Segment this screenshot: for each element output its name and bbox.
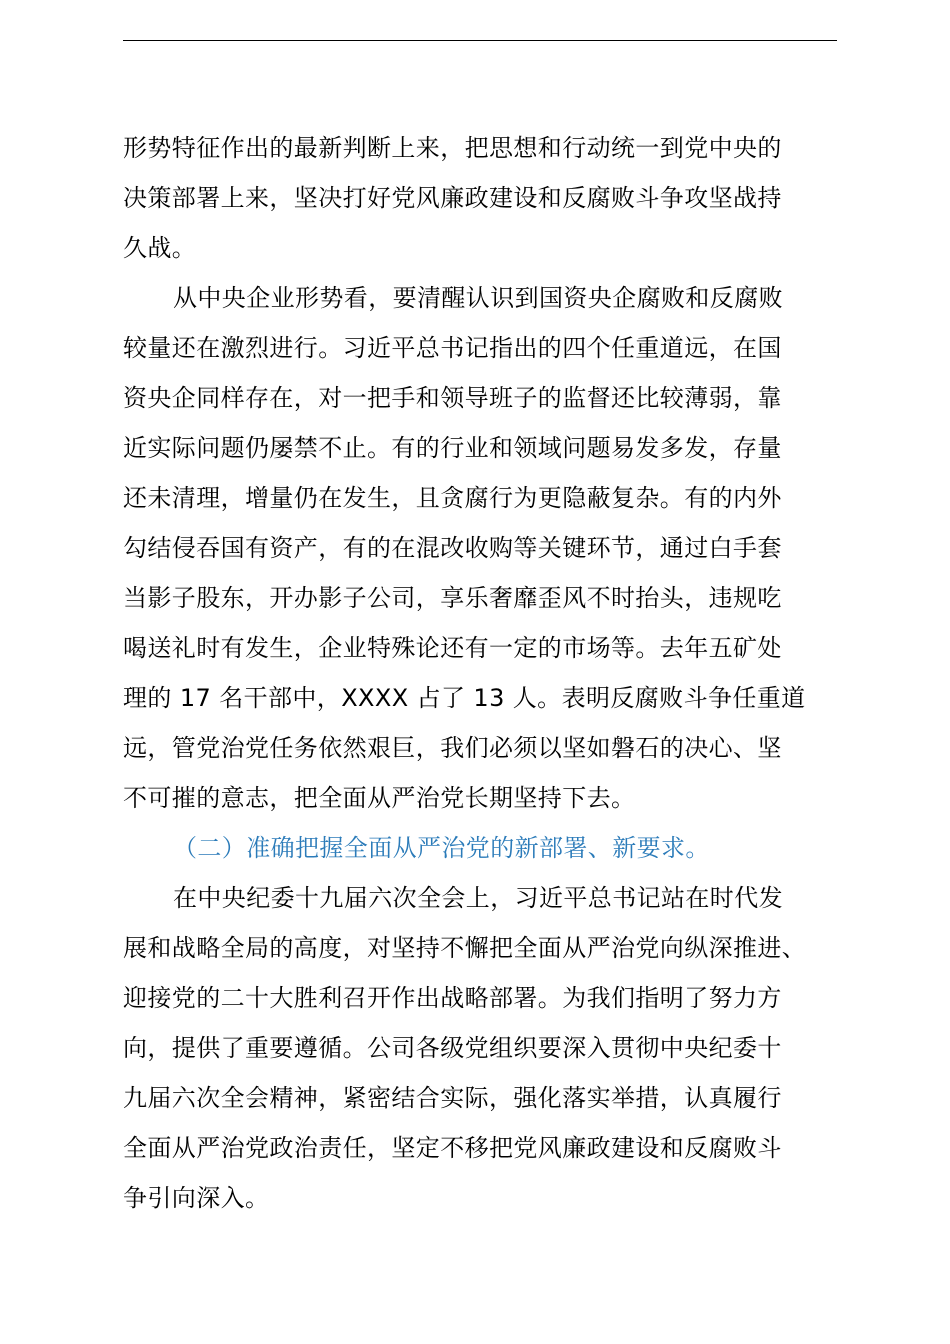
text-line: 远，管党治党任务依然艰巨，我们必须以坚如磐石的决心、坚 <box>123 734 782 762</box>
text-line: 争引向深入。 <box>123 1184 270 1212</box>
paragraph-plenary-session <box>123 873 837 1223</box>
text-line: 喝送礼时有发生，企业特殊论还有一定的市场等。去年五矿处 <box>123 634 782 662</box>
text-line: 勾结侵吞国有资产，有的在混改收购等关键环节，通过白手套 <box>123 534 782 562</box>
section-heading <box>123 823 837 873</box>
text-line: 迎接党的二十大胜利召开作出战略部署。为我们指明了努力方 <box>123 984 782 1012</box>
document-body <box>123 123 837 1223</box>
text-line: 九届六次全会精神，紧密结合实际，强化落实举措，认真履行 <box>123 1084 782 1112</box>
text-line: 全面从严治党政治责任，坚定不移把党风廉政建设和反腐败斗 <box>123 1134 782 1162</box>
text-line: 不可摧的意志，把全面从严治党长期坚持下去。 <box>123 784 636 812</box>
text-line: 在中央纪委十九届六次全会上，习近平总书记站在时代发 <box>173 884 783 912</box>
header-rule <box>123 40 837 41</box>
text-line: 较量还在激烈进行。习近平总书记指出的四个任重道远，在国 <box>123 334 782 362</box>
text-line: 还未清理，增量仍在发生，且贪腐行为更隐蔽复杂。有的内外 <box>123 484 782 512</box>
text-line: 向，提供了重要遵循。公司各级党组织要深入贯彻中央纪委十 <box>123 1034 782 1062</box>
paragraph-continuation <box>123 123 837 273</box>
text-line: 资央企同样存在，对一把手和领导班子的监督还比较薄弱，靠 <box>123 384 782 412</box>
text-line: 展和战略全局的高度，对坚持不懈把全面从严治党向纵深推进、 <box>123 934 807 962</box>
text-line: 近实际问题仍屡禁不止。有的行业和领域问题易发多发，存量 <box>123 434 782 462</box>
text-line: 理的 17 名干部中，XXXX 占了 13 人。表明反腐败斗争任重道 <box>123 684 806 712</box>
text-line: 从中央企业形势看，要清醒认识到国资央企腐败和反腐败 <box>173 284 783 312</box>
text-line: 当影子股东，开办影子公司，享乐奢靡歪风不时抬头，违规吃 <box>123 584 782 612</box>
text-line: 久战。 <box>123 234 197 262</box>
paragraph-enterprise-situation <box>123 273 837 823</box>
heading-line: （二）准确把握全面从严治党的新部署、新要求。 <box>173 834 710 862</box>
text-line: 形势特征作出的最新判断上来，把思想和行动统一到党中央的 <box>123 134 782 162</box>
text-line: 决策部署上来，坚决打好党风廉政建设和反腐败斗争攻坚战持 <box>123 184 782 212</box>
